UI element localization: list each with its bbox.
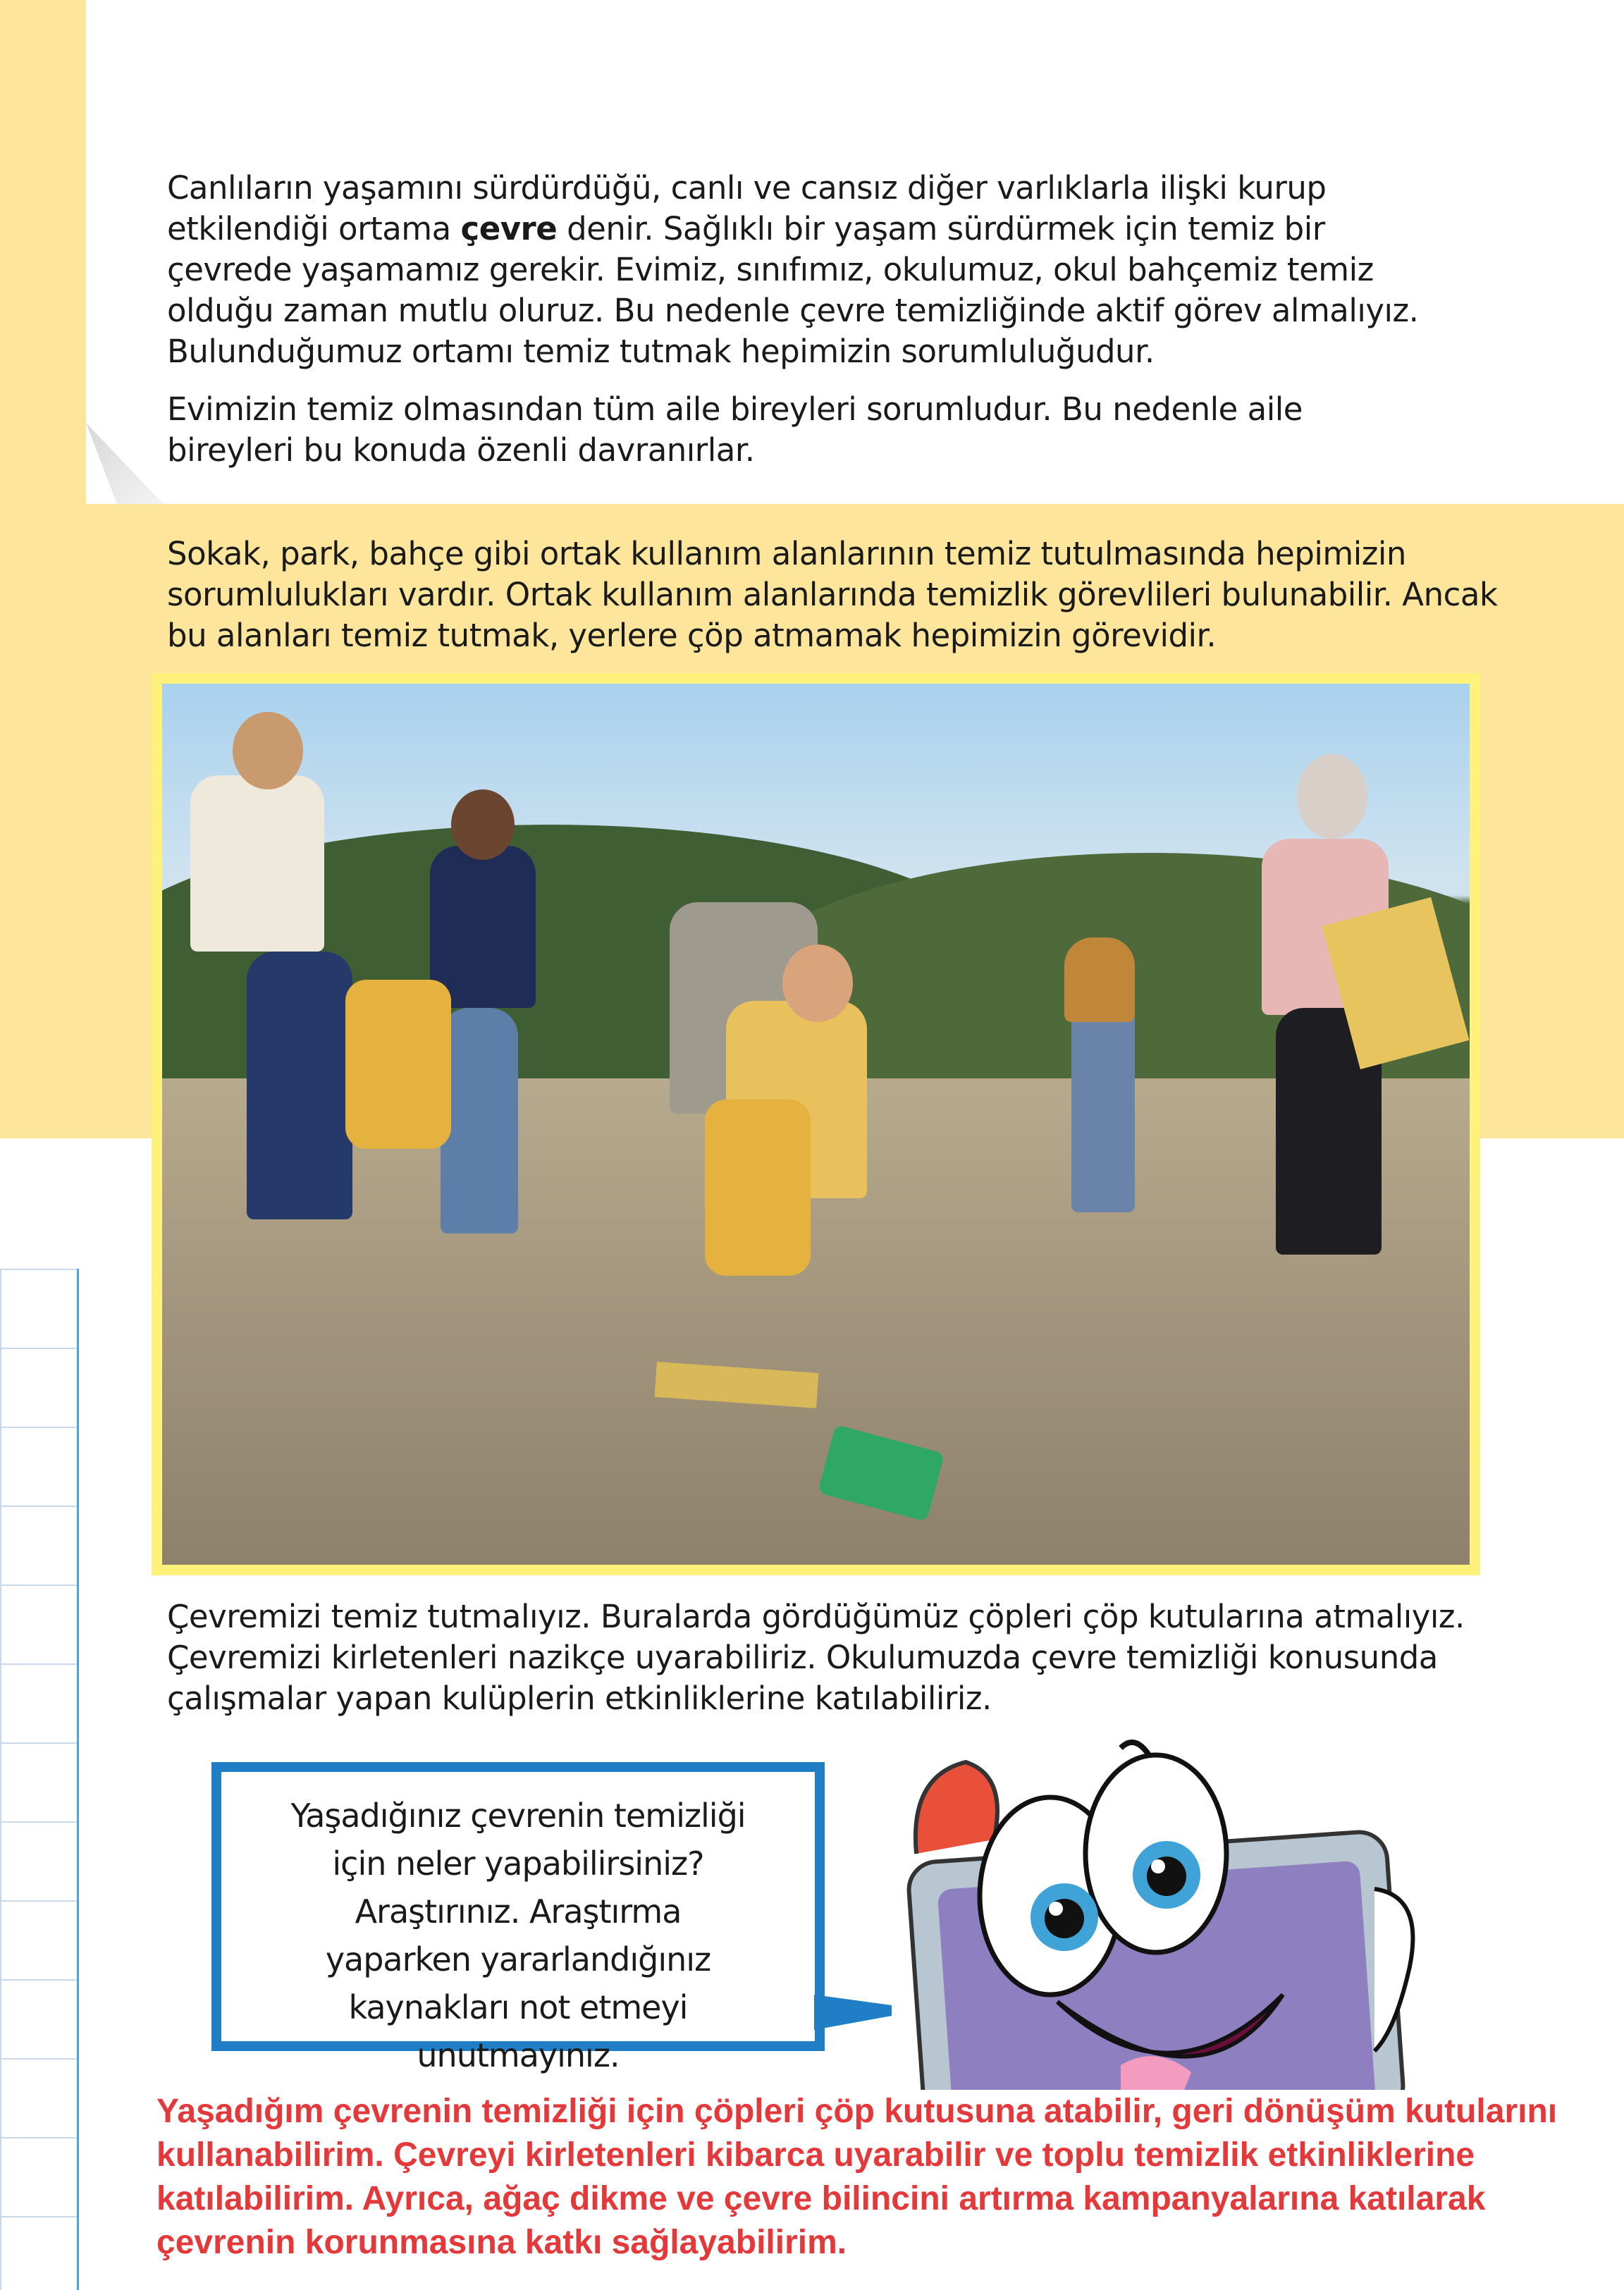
grid-paper-margin xyxy=(0,1269,79,2290)
keep-clean-paragraph: Çevremizi temiz tutmalıyız. Buralarda gördüğümüz çöpleri çöp kutularına atmalıyız. Çevremizi kirletenleri nazikçe uyarabiliriz. Okulumuzda çevre temizliği konusunda çalışmalar yapan kulüplerin etkinliklerine katılabiliriz. xyxy=(167,1598,1465,1717)
bubble-line: yaparken yararlandığınız xyxy=(325,1940,711,1978)
public-areas-paragraph: Sokak, park, bahçe gibi ortak kullanım alanlarının temiz tutulmasında hepimizin sorumlulukları vardır. Ortak kullanım alanlarında temizlik görevlileri bulunabilir. Ancak bu alanları temiz tutmak, yerlere çöp atmamak hepimizin görevidir. xyxy=(167,535,1498,654)
family-paragraph: Evimizin temiz olmasından tüm aile bireyleri sorumludur. Bu nedenle aile bireyleri bu konuda özenli davranırlar. xyxy=(167,390,1303,469)
bubble-line: Yaşadığınız çevrenin temizliği xyxy=(290,1797,746,1835)
bubble-line: unutmayınız. xyxy=(417,2036,620,2074)
keyword-cevre: çevre xyxy=(460,210,558,247)
intro-paragraph xyxy=(167,168,1450,372)
page-curl xyxy=(86,423,164,504)
bubble-line: kaynakları not etmeyi xyxy=(348,1988,688,2026)
bubble-line: için neler yapabilirsiniz? xyxy=(332,1845,704,1883)
student-answer: Yaşadığım çevrenin temizliği için çöpleri çöp kutusuna atabilir, geri dönüşüm kutularını kullanabilirim. Çevreyi kirletenleri kibarca uyarabilir ve toplu temizlik etkinliklerine katılabilirim. Ayrıca, ağaç dikme ve çevre bilincini artırma kampanyalarına katılarak çevrenin korunmasına katkı sağlayabilirim. xyxy=(156,2093,1558,2261)
tablet-mascot-icon xyxy=(888,1734,1452,2090)
speech-bubble-tail xyxy=(814,1995,892,2030)
beach-cleanup-photo xyxy=(152,673,1480,1575)
text: Canlıların yaşamını sürdürdüğü, canlı ve cansız diğer varlıklarla ilişki kurup etkilendiği ortama xyxy=(167,169,1327,247)
bubble-line: Araştırınız. Araştırma xyxy=(355,1892,682,1931)
speech-bubble xyxy=(211,1762,825,2074)
text: denir. Sağlıklı bir yaşam sürdürmek için temiz bir çevrede yaşamamız gerekir. Evimiz, sınıfımız, okulumuz, okul bahçemiz temiz olduğu zaman mutlu oluruz. Bu nedenle çevre temizliğinde aktif görev almalıyız. Bulunduğumuz ortamı temiz tutmak hepimizin sorumluluğudur. xyxy=(167,210,1419,370)
